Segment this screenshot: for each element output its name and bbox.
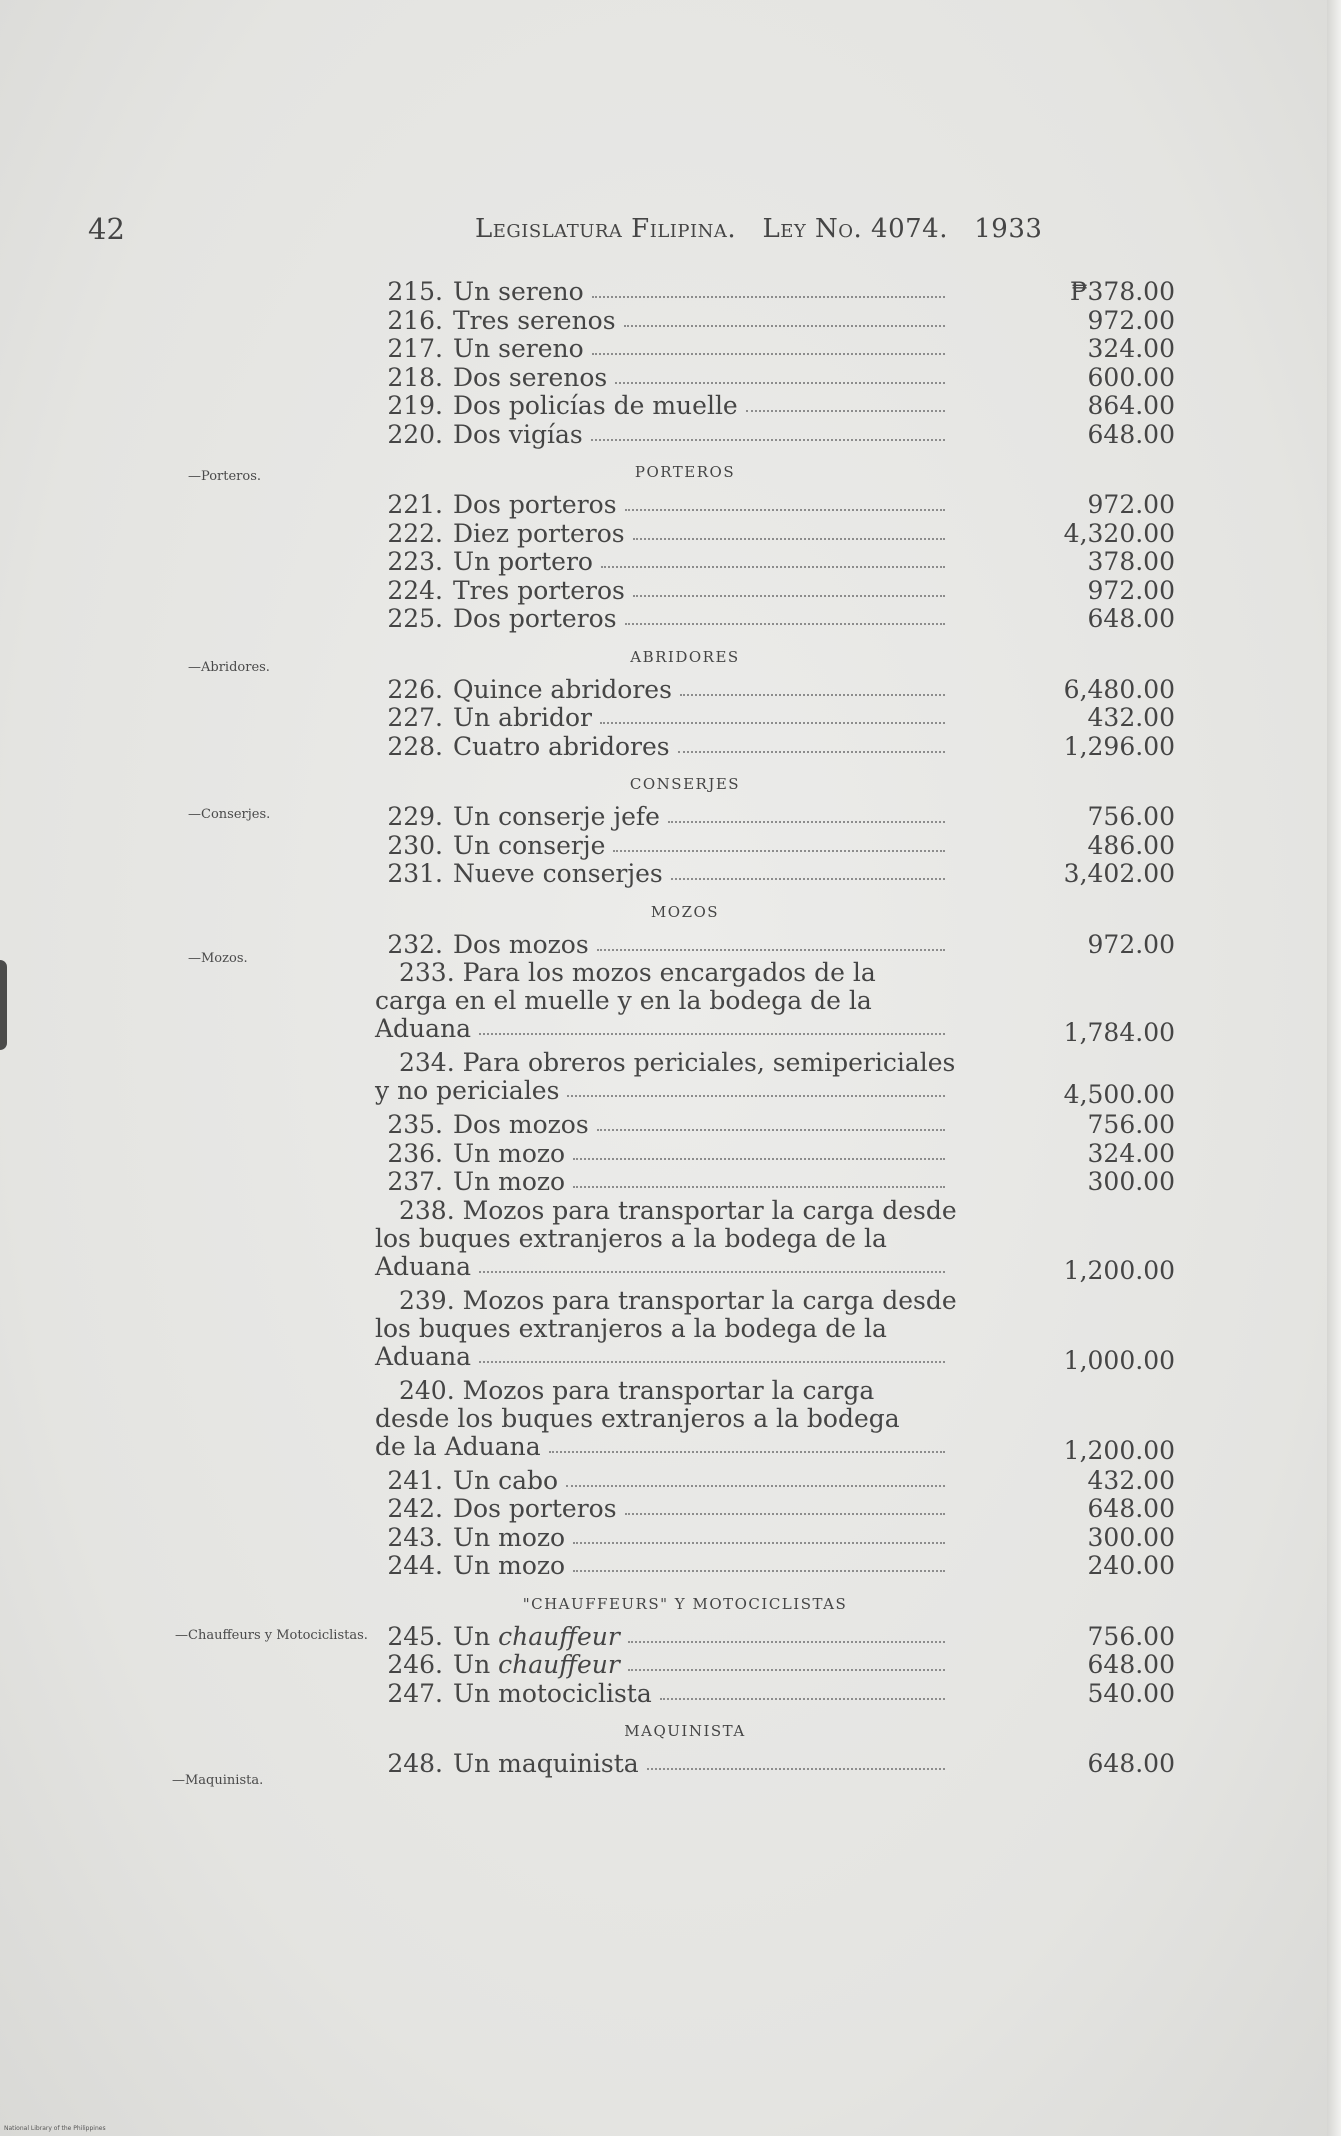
item-number: 229. <box>387 802 443 831</box>
item-text-line: Aduana <box>375 1015 975 1043</box>
item-amount: 1,000.00 <box>1063 1345 1175 1375</box>
item-amount: 324.00 <box>1087 334 1175 363</box>
item-number: 237. <box>387 1167 443 1196</box>
margin-note-conserjes: —Conserjes. <box>188 807 271 822</box>
line-item-multiline <box>375 1375 1175 1465</box>
dot-leader <box>647 1768 945 1770</box>
item-number: 244. <box>387 1551 443 1580</box>
line-item <box>375 548 1175 577</box>
line-item <box>375 605 1175 634</box>
item-number: 217. <box>387 334 443 363</box>
running-head-legislatura: Legislatura Filipina. <box>475 214 737 244</box>
item-amount: 756.00 <box>1087 1621 1175 1651</box>
item-description: Un sereno <box>453 277 584 306</box>
item-description: Dos policías de muelle <box>453 391 738 420</box>
line-item <box>375 392 1175 421</box>
item-description: Dos porteros <box>453 1494 617 1523</box>
line-item <box>375 1651 1175 1680</box>
item-number: 222. <box>387 518 443 548</box>
line-item <box>375 1467 1175 1496</box>
item-number: 241. <box>387 1465 443 1495</box>
dot-leader <box>613 850 945 852</box>
item-number: 242. <box>387 1494 443 1523</box>
line-item <box>375 931 1175 960</box>
group-porteros <box>375 491 1175 634</box>
margin-note-abridores: —Abridores. <box>188 660 270 675</box>
margin-note-mozos: —Mozos. <box>188 951 248 966</box>
item-description: Un mozo <box>453 1167 566 1196</box>
line-item <box>375 364 1175 393</box>
item-amount: 648.00 <box>1087 1650 1175 1679</box>
item-number: 216. <box>387 305 443 335</box>
item-text-line: los buques extranjeros a la bodega de la <box>375 1223 887 1253</box>
item-text-line: 233. Para los mozos encargados de la <box>399 958 876 987</box>
item-description: Dos porteros <box>453 490 617 519</box>
item-description-text: Un <box>453 1621 499 1651</box>
item-text-line: los buques extranjeros a la bodega de la <box>375 1313 887 1343</box>
dot-leader <box>573 1570 945 1572</box>
item-amount: 378.00 <box>1087 547 1175 576</box>
line-item <box>375 278 1175 307</box>
appropriation-list <box>375 278 1175 1779</box>
item-description-italic: chauffeur <box>498 1621 620 1651</box>
item-number: 231. <box>387 859 443 888</box>
group-mozos <box>375 931 1175 1581</box>
item-description: Dos vigías <box>453 419 583 449</box>
line-item <box>375 733 1175 762</box>
item-number: 215. <box>387 277 443 306</box>
item-number: 226. <box>387 674 443 704</box>
dot-leader <box>573 1186 945 1188</box>
item-description: Dos mozos <box>453 1110 589 1139</box>
item-description <box>453 1680 652 1709</box>
group-serenos <box>375 278 1175 449</box>
footer-credit: National Library of the Philippines <box>4 2125 106 2132</box>
item-amount: 864.00 <box>1087 391 1175 420</box>
dot-leader <box>479 1033 945 1035</box>
item-amount: 648.00 <box>1087 604 1175 633</box>
item-text-line: Aduana <box>375 1253 975 1281</box>
dot-leader <box>567 1095 945 1097</box>
item-description: Un conserje jefe <box>453 802 660 831</box>
dot-leader <box>660 1698 945 1700</box>
item-description: Un cabo <box>453 1465 559 1495</box>
section-heading-mozos: MOZOS <box>650 902 720 921</box>
item-amount: 1,784.00 <box>1063 1018 1175 1047</box>
item-description: Diez porteros <box>453 518 625 548</box>
item-amount: 540.00 <box>1087 1678 1175 1708</box>
dot-leader <box>549 1451 945 1453</box>
item-amount: 3,402.00 <box>1063 859 1175 888</box>
item-description: Dos mozos <box>453 929 589 959</box>
dot-leader <box>600 722 945 724</box>
section-heading-conserjes: CONSERJES <box>629 775 741 793</box>
line-item <box>375 1495 1175 1524</box>
item-number: 220. <box>387 419 443 449</box>
line-item <box>375 832 1175 861</box>
dot-leader <box>671 878 945 880</box>
dot-leader <box>668 821 945 823</box>
margin-note-chauffeurs: —Chauffeurs y Motociclistas. <box>175 1628 368 1643</box>
line-item <box>375 803 1175 832</box>
item-description: Dos porteros <box>453 604 617 633</box>
dot-leader <box>633 595 945 597</box>
dot-leader <box>678 751 945 753</box>
item-number: 248. <box>387 1749 443 1778</box>
line-item <box>375 704 1175 733</box>
item-number: 224. <box>387 575 443 605</box>
item-number: 236. <box>387 1138 443 1168</box>
item-amount: ₱378.00 <box>1069 277 1175 306</box>
item-amount: 324.00 <box>1087 1138 1175 1168</box>
item-number: 246. <box>387 1650 443 1679</box>
item-number: 221. <box>387 490 443 519</box>
dot-leader <box>573 1542 945 1544</box>
dot-leader <box>566 1485 945 1487</box>
item-amount: 300.00 <box>1087 1167 1175 1196</box>
item-amount: 6,480.00 <box>1063 674 1175 704</box>
item-description: Nueve conserjes <box>453 859 663 888</box>
item-number: 223. <box>387 547 443 576</box>
group-conserjes <box>375 803 1175 889</box>
item-description: Un maquinista <box>453 1749 639 1778</box>
item-amount: 648.00 <box>1087 1749 1175 1778</box>
dot-leader <box>615 382 945 384</box>
item-amount: 4,500.00 <box>1063 1080 1175 1109</box>
item-number: 245. <box>387 1621 443 1651</box>
item-amount: 300.00 <box>1087 1522 1175 1552</box>
item-amount: 432.00 <box>1087 703 1175 732</box>
group-chauffeurs <box>375 1623 1175 1709</box>
group-abridores <box>375 676 1175 762</box>
item-description: Un portero <box>453 547 593 576</box>
dot-leader <box>633 538 945 540</box>
section-heading-abridores: ABRIDORES <box>630 647 740 666</box>
line-item <box>375 1680 1175 1709</box>
item-amount: 1,296.00 <box>1063 731 1175 761</box>
item-amount: 1,200.00 <box>1063 1255 1175 1285</box>
line-item <box>375 1140 1175 1169</box>
item-number: 219. <box>387 391 443 420</box>
item-amount: 756.00 <box>1087 1110 1175 1139</box>
dot-leader <box>625 1513 945 1515</box>
line-item-multiline <box>375 1285 1175 1375</box>
item-text-line: de la Aduana <box>375 1433 975 1461</box>
page-number: 42 <box>88 212 125 246</box>
item-description: Un sereno <box>453 334 584 363</box>
page-edge <box>1327 0 1341 2136</box>
line-item <box>375 491 1175 520</box>
item-amount: 972.00 <box>1087 575 1175 605</box>
line-item-multiline <box>375 958 1175 1047</box>
item-amount: 486.00 <box>1087 830 1175 860</box>
line-item-multiline <box>375 1048 1175 1109</box>
item-amount: 972.00 <box>1087 305 1175 335</box>
item-amount: 240.00 <box>1087 1551 1175 1580</box>
item-text-line: 238. Mozos para transportar la carga desde <box>399 1195 957 1225</box>
line-item <box>375 860 1175 889</box>
item-text-line: desde los buques extranjeros a la bodega <box>375 1403 900 1433</box>
item-text-line: carga en el muelle y en la bodega de la <box>375 986 872 1015</box>
running-head-ley: Ley No. 4074. <box>762 214 948 244</box>
line-item <box>375 520 1175 549</box>
running-head <box>475 214 1042 244</box>
item-amount: 972.00 <box>1087 929 1175 959</box>
item-description: Un mozo <box>453 1551 566 1580</box>
item-description: Dos serenos <box>453 362 608 392</box>
item-text-line: y no periciales <box>375 1077 975 1105</box>
dot-leader <box>746 410 945 412</box>
line-item <box>375 1168 1175 1197</box>
section-heading-maquinista: MAQUINISTA <box>624 1722 746 1740</box>
dot-leader <box>479 1271 945 1273</box>
line-item <box>375 676 1175 705</box>
item-description: Tres serenos <box>453 305 616 335</box>
line-item <box>375 1111 1175 1140</box>
item-number: 232. <box>387 929 443 959</box>
item-amount: 1,200.00 <box>1063 1435 1175 1465</box>
item-description: Cuatro abridores <box>453 731 670 761</box>
item-number: 218. <box>387 362 443 392</box>
section-heading-chauffeurs: "CHAUFFEURS" Y MOTOCICLISTAS <box>522 1594 848 1613</box>
dot-leader <box>573 1158 945 1160</box>
binding-shadow <box>0 960 7 1050</box>
dot-leader <box>624 325 945 327</box>
line-item <box>375 307 1175 336</box>
item-number: 247. <box>387 1678 443 1708</box>
line-item <box>375 577 1175 606</box>
dot-leader <box>625 623 945 625</box>
item-number: 228. <box>387 731 443 761</box>
line-item <box>375 335 1175 364</box>
item-description: Un abridor <box>453 703 592 732</box>
running-head-year: 1933 <box>974 214 1043 244</box>
item-description: Quince abridores <box>453 674 672 704</box>
item-number: 230. <box>387 830 443 860</box>
item-description-text: Un <box>453 1650 499 1679</box>
item-amount: 4,320.00 <box>1063 518 1175 548</box>
group-maquinista <box>375 1750 1175 1779</box>
item-number: 225. <box>387 604 443 633</box>
item-description-italic: chauffeur <box>498 1650 620 1679</box>
section-heading-porteros: PORTEROS <box>634 463 736 481</box>
item-text-line: Aduana <box>375 1343 975 1371</box>
dot-leader <box>479 1361 945 1363</box>
dot-leader <box>597 1129 945 1131</box>
line-item <box>375 1623 1175 1652</box>
item-amount: 432.00 <box>1087 1465 1175 1495</box>
item-text-line: 240. Mozos para transportar la carga <box>399 1375 875 1405</box>
dot-leader <box>601 566 945 568</box>
dot-leader <box>680 694 945 696</box>
item-number: 243. <box>387 1522 443 1552</box>
item-amount: 756.00 <box>1087 802 1175 831</box>
item-description-text: Un motociclista <box>453 1678 652 1708</box>
item-description <box>453 1623 620 1652</box>
dot-leader <box>628 1669 945 1671</box>
line-item <box>375 1750 1175 1779</box>
item-description: Un mozo <box>453 1522 566 1552</box>
item-amount: 600.00 <box>1087 362 1175 392</box>
item-amount: 648.00 <box>1087 419 1175 449</box>
item-description: Tres porteros <box>453 575 625 605</box>
item-number: 227. <box>387 703 443 732</box>
dot-leader <box>592 353 945 355</box>
dot-leader <box>597 949 945 951</box>
dot-leader <box>625 509 945 511</box>
dot-leader <box>591 439 945 441</box>
item-amount: 648.00 <box>1087 1494 1175 1523</box>
item-text-line: 239. Mozos para transportar la carga desde <box>399 1285 957 1315</box>
item-amount: 972.00 <box>1087 490 1175 519</box>
line-item-multiline <box>375 1195 1175 1285</box>
item-text-line: 234. Para obreros periciales, semipericiales <box>399 1048 956 1077</box>
item-number: 235. <box>387 1110 443 1139</box>
line-item <box>375 421 1175 450</box>
dot-leader <box>592 296 945 298</box>
dot-leader <box>628 1641 945 1643</box>
item-description <box>453 1651 620 1680</box>
line-item <box>375 1552 1175 1581</box>
line-item <box>375 1524 1175 1553</box>
item-description: Un mozo <box>453 1138 566 1168</box>
item-description: Un conserje <box>453 830 606 860</box>
margin-note-maquinista: —Maquinista. <box>172 1773 264 1788</box>
margin-note-porteros: —Porteros. <box>188 469 262 484</box>
